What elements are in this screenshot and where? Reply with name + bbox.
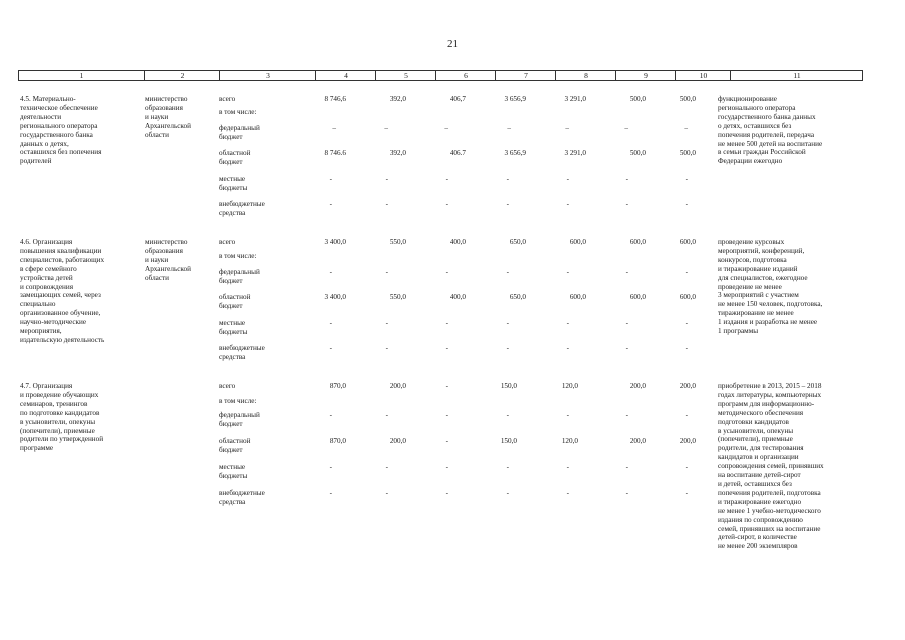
value-cell: - [445,382,448,390]
source-label: областной бюджет [219,149,251,166]
value-cell: - [685,463,688,471]
value-cell: 870,0 [329,382,346,390]
value-cell: 392,0 [389,149,406,157]
header-col-9: 9 [615,71,676,80]
value-cell: 600,0 [629,293,646,301]
value-cell: 150,0 [500,382,517,390]
value-cell: 500,0 [679,149,696,157]
source-label: местные бюджеты [219,319,248,336]
source-label: федеральный бюджет [219,268,260,285]
value-cell: - [445,200,448,208]
value-cell: 3 656,9 [504,149,526,157]
value-cell: - [685,344,688,352]
source-label: внебюджетные средства [219,344,265,361]
value-cell: - [506,175,509,183]
value-cell: - [385,489,388,497]
value-cell: 200,0 [679,382,696,390]
value-cell: - [506,463,509,471]
value-cell: - [445,175,448,183]
value-cell: 550,0 [389,238,406,246]
value-cell: 3 400,0 [324,293,346,301]
value-cell: - [445,411,448,419]
value-cell: – [565,124,569,132]
value-cell: - [625,200,628,208]
value-cell: 200,0 [629,382,646,390]
value-cell: 400,0 [449,293,466,301]
value-cell: - [329,319,332,327]
value-cell: - [329,411,332,419]
value-cell: - [566,200,569,208]
value-cell: - [445,268,448,276]
value-cell: - [566,175,569,183]
measure-result: приобретение в 2013, 2015 – 2018 годах литературы, компьютерных программ для информационно- методического обеспечения подготовки кандидатов в усыновители, опекуны (попечители), приемные родители, для тестирования кандидатов и организации сопровождения семей, принявших на воспитание детей-сирот и детей, оставшихся без попечения родителей, подготовка и тиражирование ежегодно не менее 1 учебно-методического издания по сопровождению семей, принявших на воспитание детей-сирот, в количестве не менее 200 экземпляров [718,382,824,551]
value-cell: 3 291,0 [564,95,586,103]
value-cell: 200,0 [629,437,646,445]
source-label: в том числе: [219,397,257,405]
value-cell: 500,0 [629,95,646,103]
value-cell: 870,0 [329,437,346,445]
value-cell: - [506,200,509,208]
source-label: в том числе: [219,108,257,116]
value-cell: 600,0 [569,293,586,301]
value-cell: 3 656,9 [504,95,526,103]
measure-executor: министерство образования и науки Архангельской области [145,238,191,282]
header-col-1: 1 [79,71,84,80]
value-cell: 150,0 [500,437,517,445]
value-cell: – [624,124,628,132]
value-cell: - [685,175,688,183]
value-cell: - [329,489,332,497]
header-col-5: 5 [375,71,436,80]
value-cell: 8 746,6 [324,95,346,103]
value-cell: - [385,463,388,471]
value-cell: - [506,319,509,327]
value-cell: - [445,344,448,352]
value-cell: 120,0 [561,382,578,390]
value-cell: - [685,200,688,208]
value-cell: 600,0 [569,238,586,246]
header-col-11: 11 [730,71,863,80]
value-cell: 8 746.6 [324,149,346,157]
value-cell: - [445,489,448,497]
measure-name: 4.7. Организация и проведение обучающих семинаров, тренингов по подготовке кандидатов в усыновители, опекуны (попечители), приемные родители по утвержденной программе [20,382,104,453]
value-cell: – [684,124,688,132]
measure-result: проведение курсовых мероприятий, конференций, конкурсов, подготовка и тиражирование изданий для специалистов, ежегодное проведение не менее 3 мероприятий с участием не менее 150 человек, подготовка, тиражирование не менее 1 издания и разработка не менее 1 программы [718,238,823,336]
value-cell: - [445,319,448,327]
value-cell: - [685,268,688,276]
value-cell: 550,0 [389,293,406,301]
value-cell: 200,0 [389,382,406,390]
value-cell: - [385,319,388,327]
value-cell: 406,7 [449,95,466,103]
header-col-4: 4 [315,71,376,80]
value-cell: 600,0 [629,238,646,246]
source-label: федеральный бюджет [219,124,260,141]
value-cell: – [384,124,388,132]
source-label: внебюджетные средства [219,200,265,217]
value-cell: 3 400,0 [324,238,346,246]
source-label: областной бюджет [219,293,251,310]
value-cell: - [685,489,688,497]
value-cell: - [445,463,448,471]
value-cell: - [685,411,688,419]
value-cell: 392,0 [389,95,406,103]
value-cell: - [625,411,628,419]
header-col-10: 10 [675,71,731,80]
value-cell: - [625,175,628,183]
source-label: всего [219,238,236,246]
value-cell: - [625,463,628,471]
value-cell: - [625,489,628,497]
value-cell: – [332,124,336,132]
value-cell: - [385,175,388,183]
value-cell: 200,0 [389,437,406,445]
value-cell: – [444,124,448,132]
value-cell: - [385,200,388,208]
value-cell: 400,0 [449,238,466,246]
value-cell: - [385,411,388,419]
value-cell: 406.7 [449,149,466,157]
header-col-2: 2 [144,71,220,80]
source-label: местные бюджеты [219,463,248,480]
value-cell: - [329,175,332,183]
value-cell: - [625,268,628,276]
measure-name: 4.5. Материально- техническое обеспечение деятельности регионального оператора государственного банка данных о детях, оставшихся без попечения родителей [20,95,102,166]
page-number: 21 [447,38,458,50]
value-cell: - [685,319,688,327]
value-cell: – [507,124,511,132]
value-cell: - [625,319,628,327]
value-cell: - [506,268,509,276]
measure-name: 4.6. Организация повышения квалификации специалистов, работающих в сфере семейного устройства детей и сопровождения замещающих семей, через специально организованное обучение, научно-методические мероприятия, издательскую деятельность [20,238,105,344]
source-label: местные бюджеты [219,175,248,192]
measure-executor: министерство образования и науки Архангельской области [145,95,191,139]
value-cell: 500,0 [679,95,696,103]
header-col-6: 6 [435,71,496,80]
value-cell: - [445,437,448,445]
value-cell: 650,0 [509,238,526,246]
value-cell: - [506,344,509,352]
value-cell: - [329,463,332,471]
value-cell: 500,0 [629,149,646,157]
source-label: в том числе: [219,252,257,260]
value-cell: 3 291,0 [564,149,586,157]
value-cell: - [566,489,569,497]
value-cell: 120,0 [561,437,578,445]
value-cell: - [566,411,569,419]
value-cell: - [566,268,569,276]
value-cell: 600,0 [679,238,696,246]
value-cell: - [385,344,388,352]
table-header-row [18,70,863,81]
value-cell: - [329,268,332,276]
value-cell: 200,0 [679,437,696,445]
value-cell: - [566,344,569,352]
source-label: внебюджетные средства [219,489,265,506]
header-col-7: 7 [495,71,556,80]
source-label: всего [219,95,236,103]
header-col-3: 3 [219,71,316,80]
source-label: областной бюджет [219,437,251,454]
source-label: всего [219,382,236,390]
value-cell: - [329,344,332,352]
source-label: федеральный бюджет [219,411,260,428]
value-cell: - [385,268,388,276]
value-cell: - [566,463,569,471]
header-col-8: 8 [555,71,616,80]
value-cell: - [625,344,628,352]
measure-result: функционирование регионального оператора государственного банка данных о детях, оставшихся без попечения родителей, передача не менее 500 детей на воспитание в семьи граждан Российской Федерации ежегодно [718,95,823,166]
value-cell: - [506,489,509,497]
value-cell: - [506,411,509,419]
value-cell: - [566,319,569,327]
value-cell: 650,0 [509,293,526,301]
value-cell: 600,0 [679,293,696,301]
value-cell: - [329,200,332,208]
